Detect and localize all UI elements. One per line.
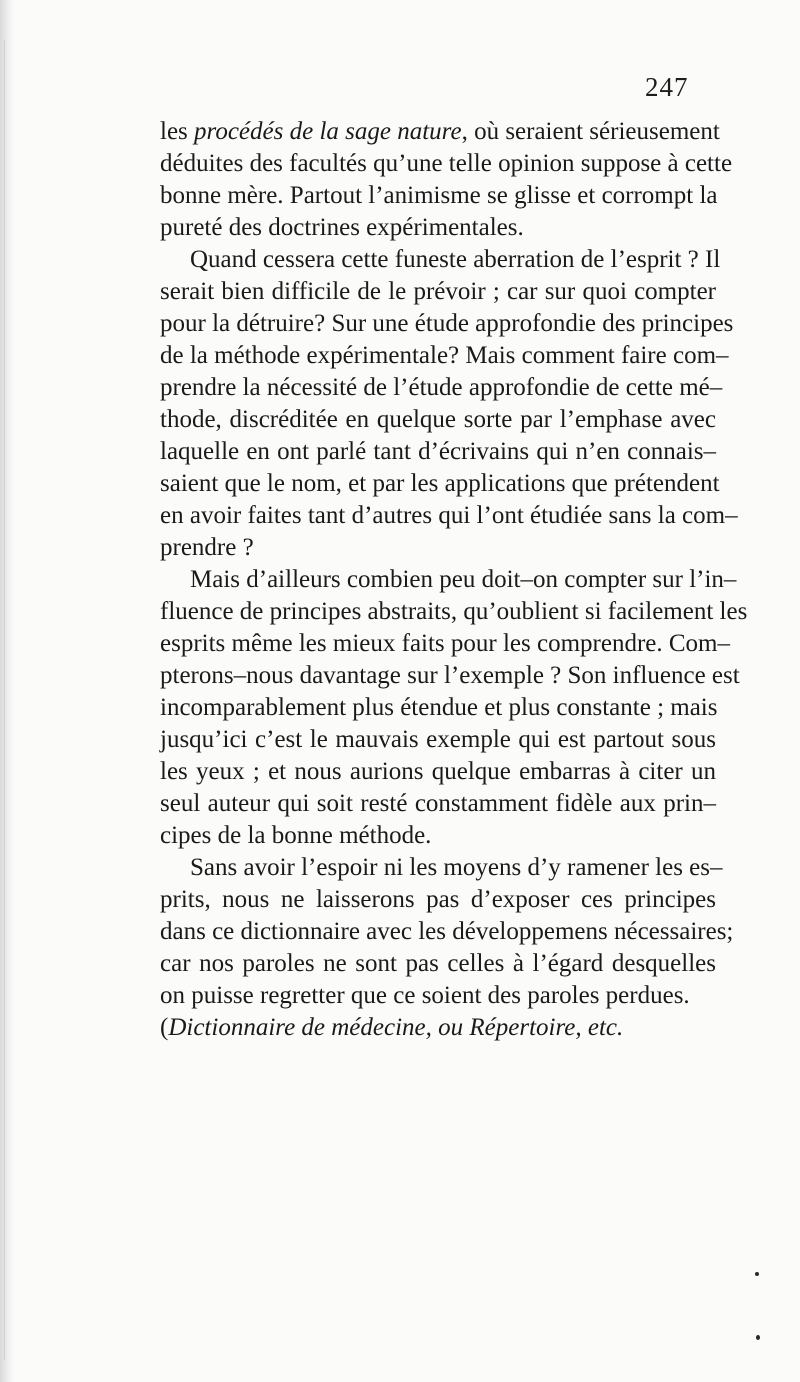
text-segment: prendre ?: [160, 534, 254, 561]
text-line: [160, 212, 716, 244]
text-line: [160, 1012, 716, 1044]
text-line: [160, 852, 723, 884]
text-line: [160, 500, 738, 532]
text-line: [160, 404, 716, 436]
text-segment: cipes de la bonne méthode.: [160, 822, 432, 849]
text-line: [160, 564, 737, 596]
text-line: [160, 116, 720, 148]
text-line: [160, 308, 734, 340]
text-segment: de la méthode expérimentale? Mais comment faire com–: [160, 342, 729, 369]
text-line: [160, 948, 716, 980]
text-segment: on puisse regretter que ce soient des paroles perdues.: [160, 982, 690, 1009]
text-segment: esprits même les mieux faits pour les comprendre. Com–: [160, 630, 731, 657]
text-segment: les yeux ; et nous aurions quelque embarras à citer un: [160, 758, 716, 785]
text-line: [160, 468, 720, 500]
text-line: [160, 724, 716, 756]
text-line: [160, 788, 716, 820]
text-segment: prendre la nécessité de l’étude approfondie de cette mé–: [160, 374, 723, 401]
text-segment: , où seraient sérieusement: [461, 118, 720, 145]
ink-speck: [755, 1272, 759, 1276]
ink-speck: [756, 1335, 760, 1340]
text-segment: saient que le nom, et par les applications que prétendent: [160, 470, 720, 497]
text-line: [160, 532, 716, 564]
text-line: [160, 692, 716, 724]
text-line: [160, 628, 731, 660]
page-binding-edge: [4, 40, 5, 1360]
text-line: [160, 340, 729, 372]
text-segment: serait bien difficile de le prévoir ; car sur quoi compter: [160, 278, 716, 305]
text-line: [160, 596, 748, 628]
text-segment: en avoir faites tant d’autres qui l’ont étudiée sans la com–: [160, 502, 738, 529]
text-segment: car nos paroles ne sont pas celles à l’égard desquelles: [160, 950, 716, 977]
text-segment: déduites des facultés qu’une telle opinion suppose à cette: [160, 150, 733, 177]
text-line: [160, 916, 734, 948]
text-segment: laquelle en ont parlé tant d’écrivains qui n’en connais–: [160, 438, 716, 465]
text-line: [160, 372, 723, 404]
text-segment: pour la détruire? Sur une étude approfondie des principes: [160, 310, 734, 337]
text-line: [160, 660, 740, 692]
text-line: [160, 180, 716, 212]
page-binding-shadow: [0, 0, 14, 1382]
text-line: [160, 244, 721, 276]
italic-text: Dictionnaire de médecine, ou Répertoire, etc.: [168, 1014, 624, 1041]
text-segment: Sans avoir l’espoir ni les moyens d’y ramener les es–: [190, 854, 723, 881]
text-segment: jusqu’ici c’est le mauvais exemple qui est partout sous: [160, 726, 716, 753]
text-segment: pterons–nous davantage sur l’exemple ? Son influence est: [160, 662, 740, 689]
text-segment: prits, nous ne laisserons pas d’exposer ces principes: [160, 886, 716, 913]
body-text: [160, 116, 748, 1044]
text-segment: les: [160, 118, 195, 145]
text-segment: Quand cessera cette funeste aberration de l’esprit ? Il: [190, 246, 721, 273]
text-segment: seul auteur qui soit resté constamment fidèle aux prin–: [160, 790, 716, 817]
text-segment: thode, discréditée en quelque sorte par l’emphase avec: [160, 406, 716, 433]
text-line: [160, 148, 733, 180]
text-segment: Mais d’ailleurs combien peu doit–on compter sur l’in–: [190, 566, 737, 593]
text-line: [160, 436, 716, 468]
text-line: [160, 820, 716, 852]
text-segment: dans ce dictionnaire avec les développemens nécessaires;: [160, 918, 734, 945]
text-segment: fluence de principes abstraits, qu’oublient si facilement les: [160, 598, 748, 625]
text-segment: (: [160, 1014, 169, 1041]
text-segment: bonne mère. Partout l’animisme se glisse et corrompt la: [160, 182, 718, 209]
text-line: [160, 884, 716, 916]
text-line: [160, 756, 716, 788]
text-segment: incomparablement plus étendue et plus constante ; mais: [160, 694, 718, 721]
text-segment: pureté des doctrines expérimentales.: [160, 214, 524, 241]
italic-text: procédés de la sage nature: [194, 118, 462, 145]
text-line: [160, 276, 716, 308]
page-number: 247: [645, 72, 689, 102]
text-line: [160, 980, 716, 1012]
